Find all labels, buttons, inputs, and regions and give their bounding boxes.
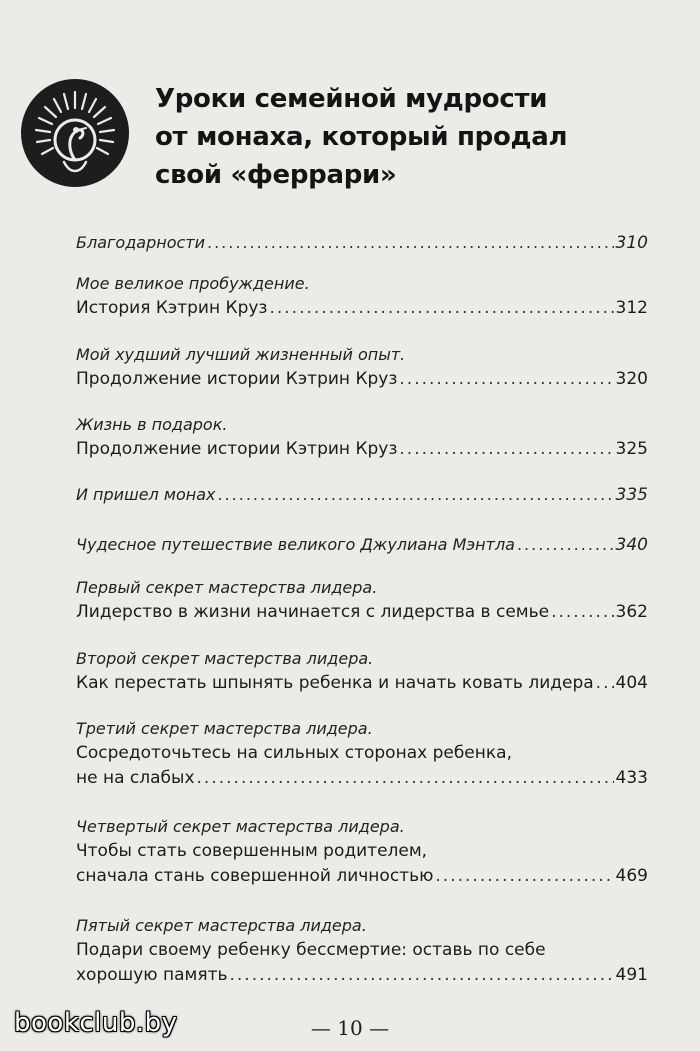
watermark-brand: bookclub.by: [14, 1008, 178, 1038]
toc-title-text: Лидерство в жизни начинается с лидерства в семье: [76, 602, 550, 622]
toc-entry[interactable]: [76, 532, 648, 557]
dot-leader: [596, 671, 614, 696]
page-number: — 10 —: [310, 1016, 390, 1040]
toc-entry[interactable]: [76, 271, 648, 321]
toc-page-number: 491: [615, 965, 648, 985]
toc-line: [76, 938, 648, 963]
toc-page-number: 362: [615, 602, 648, 622]
toc-line: [76, 913, 648, 938]
toc-heading-text: Благодарности: [76, 233, 205, 252]
toc-page-number: 433: [615, 768, 648, 788]
dot-leader: [399, 437, 613, 462]
toc-title-text: Подари своему ребенку бессмертие: оставь по себе: [76, 940, 546, 960]
toc-title-text: Сосредоточьтесь на сильных сторонах ребенка,: [76, 743, 512, 763]
dot-leader: [207, 230, 614, 255]
toc-line-with-page: [76, 671, 648, 696]
toc-heading-text: Чудесное путешествие великого Джулиана Мэнтла: [76, 535, 515, 554]
toc-entry[interactable]: [76, 342, 648, 392]
toc-page-number: 469: [615, 866, 648, 886]
toc-page-number: 340: [615, 535, 648, 555]
toc-heading-text: Мой худший лучший жизненный опыт.: [76, 345, 406, 364]
dot-leader: [517, 532, 614, 557]
title-line: свой «феррари»: [155, 160, 397, 190]
toc-entry[interactable]: [76, 646, 648, 696]
toc-line-with-page: [76, 600, 648, 625]
toc-heading-text: Мое великое пробуждение.: [76, 274, 310, 293]
dot-leader: [217, 482, 613, 507]
toc-line: [76, 814, 648, 839]
toc-heading-text: И пришел монах: [76, 485, 216, 504]
crane-emblem-icon: [20, 78, 130, 188]
toc-line-with-page: [76, 230, 648, 255]
toc-line: [76, 716, 648, 741]
toc-line-with-page: [76, 437, 648, 462]
toc-title-text: История Кэтрин Круз: [76, 298, 268, 318]
toc-heading-text: Четвертый секрет мастерства лидера.: [76, 817, 405, 836]
toc-page-number: 325: [615, 439, 648, 459]
title-line: Уроки семейной мудрости: [155, 84, 548, 114]
toc-entry[interactable]: [76, 575, 648, 625]
toc-entry[interactable]: [76, 230, 648, 255]
toc-title-text: сначала стань совершенной личностью: [76, 866, 434, 886]
section-title: [155, 80, 635, 194]
dot-leader: [435, 864, 613, 889]
dot-leader: [230, 963, 614, 988]
title-line: от монаха, который продал: [155, 122, 568, 152]
toc-page-number: 310: [615, 233, 648, 253]
toc-line: [76, 342, 648, 367]
dot-leader: [269, 296, 613, 321]
toc-entry[interactable]: [76, 412, 648, 462]
toc-line: [76, 575, 648, 600]
toc-entry[interactable]: [76, 814, 648, 889]
toc-line-with-page: [76, 864, 648, 889]
dot-leader: [551, 600, 613, 625]
toc-line: [76, 412, 648, 437]
toc-line: [76, 271, 648, 296]
dot-leader: [197, 766, 614, 791]
toc-page-number: 335: [615, 485, 648, 505]
dot-leader: [399, 367, 613, 392]
toc-title-text: Продолжение истории Кэтрин Круз: [76, 369, 398, 389]
toc-line-with-page: [76, 532, 648, 557]
toc-line: [76, 646, 648, 671]
toc-heading-text: Первый секрет мастерства лидера.: [76, 578, 378, 597]
toc-title-text: Как перестать шпынять ребенка и начать ковать лидера: [76, 673, 594, 693]
toc-line-with-page: [76, 482, 648, 507]
toc-title-text: не на слабых: [76, 768, 195, 788]
toc-heading-text: Пятый секрет мастерства лидера.: [76, 916, 367, 935]
toc-entry[interactable]: [76, 716, 648, 791]
toc-heading-text: Третий секрет мастерства лидера.: [76, 719, 373, 738]
toc-line-with-page: [76, 296, 648, 321]
toc-heading-text: Второй секрет мастерства лидера.: [76, 649, 374, 668]
toc-line-with-page: [76, 963, 648, 988]
toc-heading-text: Жизнь в подарок.: [76, 415, 228, 434]
toc-line: [76, 741, 648, 766]
toc-title-text: Продолжение истории Кэтрин Круз: [76, 439, 398, 459]
toc-line: [76, 839, 648, 864]
toc-title-text: хорошую память: [76, 965, 228, 985]
toc-page-number: 404: [615, 673, 648, 693]
toc-title-text: Чтобы стать совершенным родителем,: [76, 841, 428, 861]
toc-line-with-page: [76, 367, 648, 392]
toc-entry[interactable]: [76, 913, 648, 988]
toc-page-number: 320: [615, 369, 648, 389]
toc-entry[interactable]: [76, 482, 648, 507]
toc-page-number: 312: [615, 298, 648, 318]
toc-line-with-page: [76, 766, 648, 791]
